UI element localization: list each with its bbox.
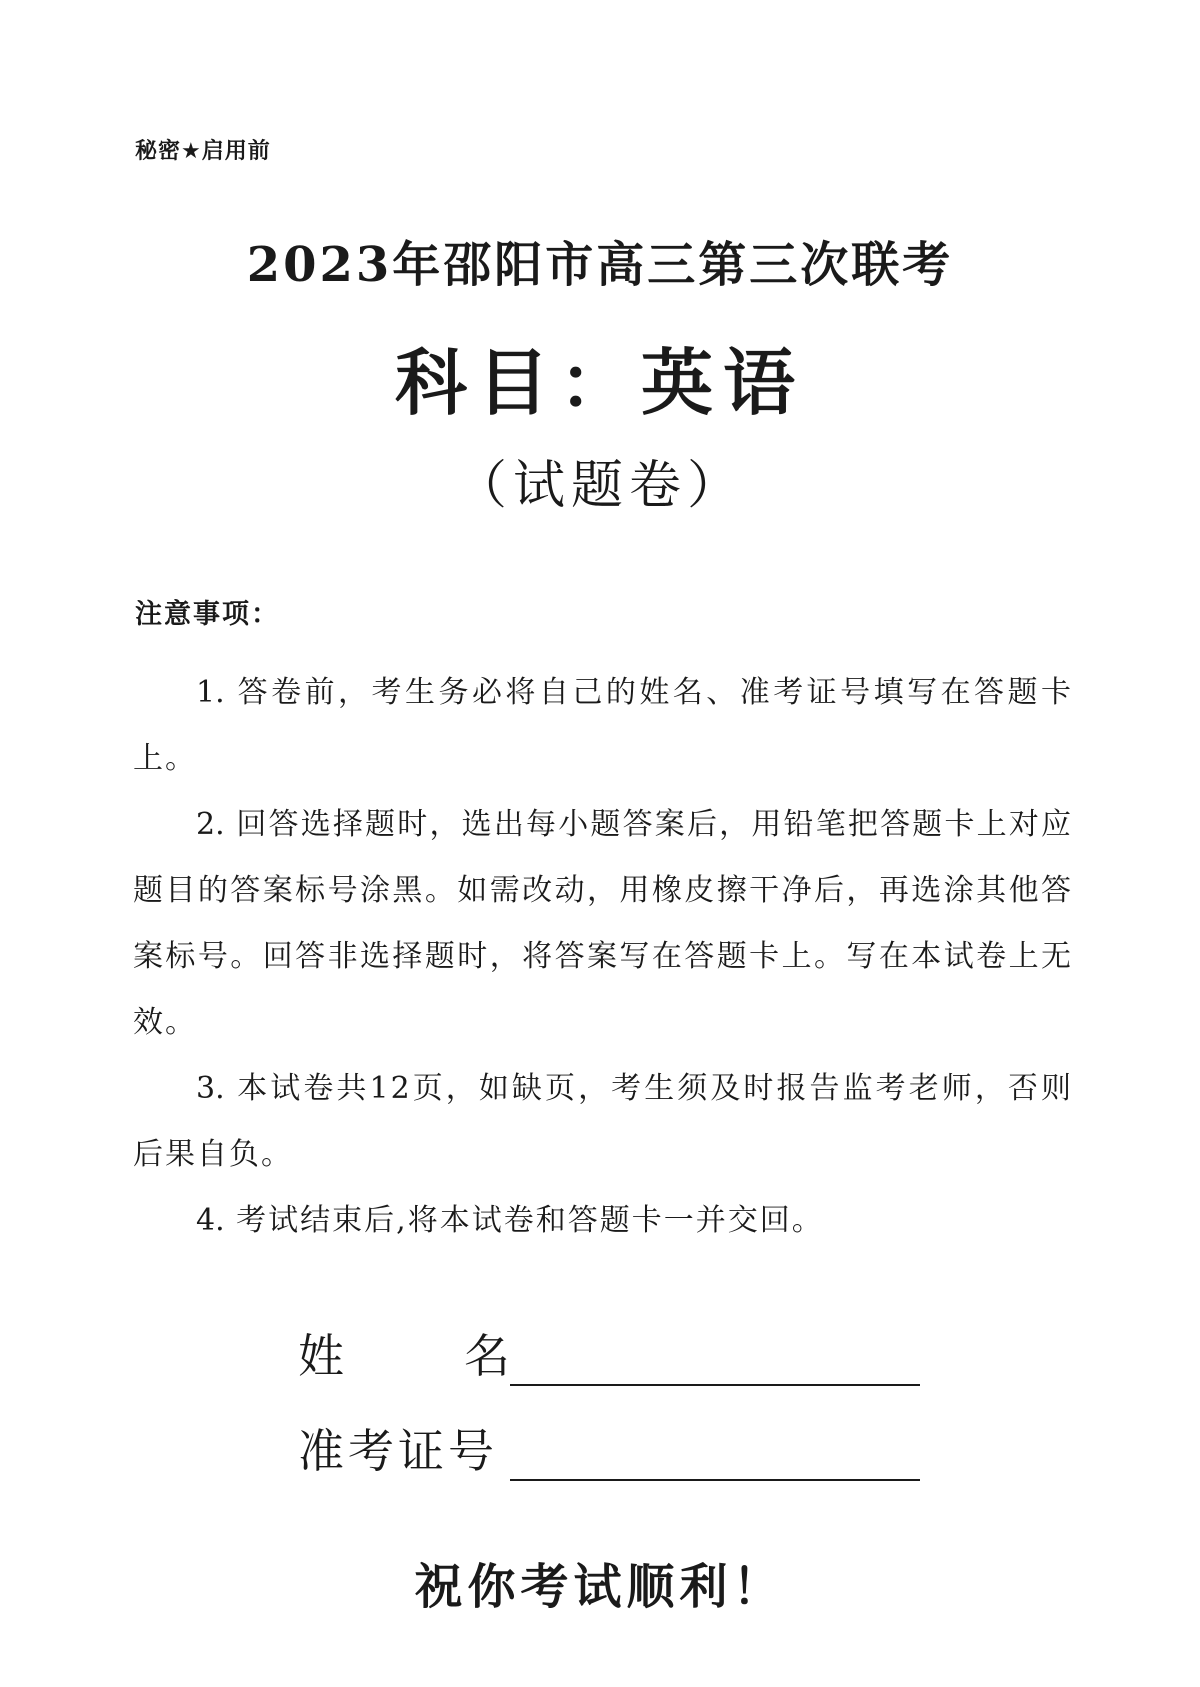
notice-item	[133, 1188, 1073, 1254]
name-field-label	[298, 1320, 510, 1386]
notice-item-text: 答卷前，考生务必将自己的姓名、准考证号填写在答题卡上。	[133, 675, 1073, 776]
notice-heading: 注意事项：	[135, 599, 280, 630]
notice-item-number: 3.	[196, 1071, 225, 1106]
notice-item	[133, 660, 1073, 792]
paper-type: （试题卷）	[454, 456, 745, 516]
notice-item	[133, 1056, 1073, 1188]
notice-item-text: 回答选择题时，选出每小题答案后，用铅笔把答题卡上对应题目的答案标号涂黑。如需改动，用橡皮擦干净后，再选涂其他答案标号。回答非选择题时，将答案写在答题卡上。写在本试卷上无效。	[133, 807, 1074, 1040]
ticket-fill-line[interactable]	[510, 1427, 920, 1481]
good-luck-text: 祝你考试顺利！	[414, 1559, 786, 1615]
secret-label: 秘密★启用前	[135, 139, 271, 164]
notice-item-text: 考试结束后,将本试卷和答题卡一并交回。	[236, 1203, 824, 1238]
notice-item-text: 本试卷共12页，如缺页，考生须及时报告监考老师，否则后果自负。	[133, 1071, 1073, 1172]
notice-item-number: 4.	[196, 1203, 225, 1238]
exam-title: 2023年邵阳市高三第三次联考	[246, 237, 954, 293]
name-field-row	[298, 1320, 920, 1386]
notice-item-number: 1.	[196, 675, 225, 710]
name-label-char-2: 名	[464, 1329, 510, 1383]
name-fill-line[interactable]	[510, 1332, 920, 1386]
notice-item-number: 2.	[196, 807, 225, 842]
ticket-field-row	[298, 1415, 920, 1481]
notice-item	[133, 792, 1073, 1056]
subject-title: 科目：英语	[394, 341, 805, 425]
name-label-char-1: 姓	[298, 1329, 344, 1383]
ticket-field-label: 准考证号	[298, 1424, 498, 1478]
notice-list	[133, 660, 1073, 1254]
